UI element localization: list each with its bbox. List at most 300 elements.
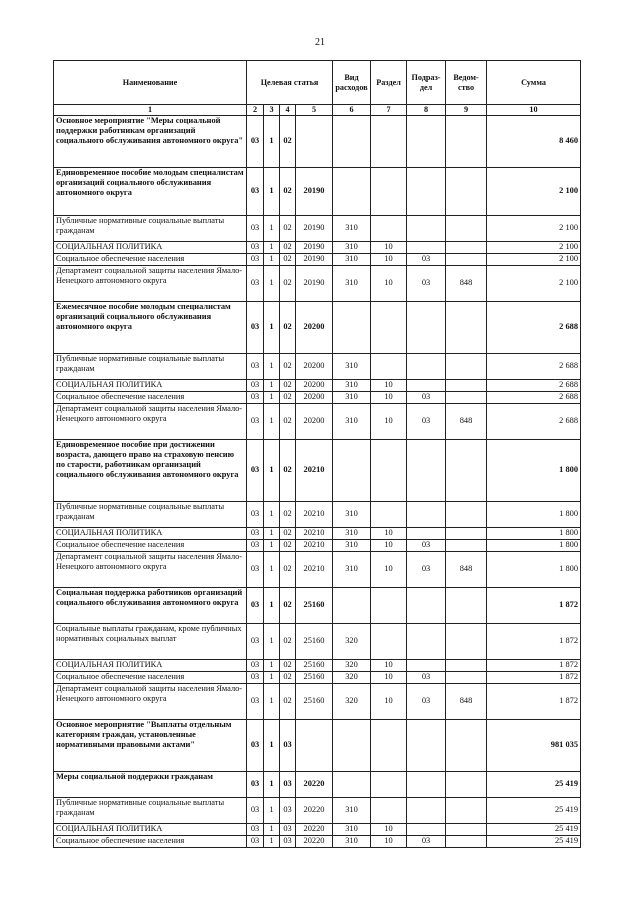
- row-sum: 1 800: [487, 528, 581, 540]
- row-code-direction: 25160: [296, 660, 333, 672]
- row-code-sub: 1: [264, 302, 280, 354]
- row-sum: 1 872: [487, 624, 581, 660]
- row-name: Социальное обеспечение населения: [54, 672, 247, 684]
- header-target: Целевая статья: [247, 61, 333, 105]
- row-code-direction: 20220: [296, 798, 333, 824]
- row-vid: [333, 302, 371, 354]
- row-code-direction: 20200: [296, 380, 333, 392]
- row-code-direction: 20190: [296, 168, 333, 216]
- row-vid: 310: [333, 266, 371, 302]
- row-podrazdel: 03: [407, 254, 446, 266]
- page-number: 21: [315, 37, 325, 48]
- row-vid: [333, 588, 371, 624]
- row-name: Департамент социальной защиты населения Ямало-Ненецкого автономного округа: [54, 266, 247, 302]
- row-code-direction: 20210: [296, 540, 333, 552]
- header-name: Наименование: [54, 61, 247, 105]
- row-code-event: 03: [280, 824, 296, 836]
- row-name: Основное мероприятие "Меры социальной поддержки работникам организаций социального обслуживания автономного округа": [54, 116, 247, 168]
- row-vid: 310: [333, 502, 371, 528]
- row-vid: 310: [333, 824, 371, 836]
- row-code-program: 03: [247, 216, 264, 242]
- row-sum: 2 100: [487, 254, 581, 266]
- row-sum: 1 800: [487, 440, 581, 502]
- row-code-program: 03: [247, 254, 264, 266]
- row-razdel: 10: [371, 242, 407, 254]
- row-sum: 25 419: [487, 798, 581, 824]
- row-vedomstvo: [446, 168, 487, 216]
- row-name: Социальное обеспечение населения: [54, 836, 247, 848]
- row-vedomstvo: 848: [446, 552, 487, 588]
- col-num: 2: [247, 105, 264, 116]
- table-row: [54, 798, 581, 824]
- row-razdel: 10: [371, 672, 407, 684]
- row-code-event: 02: [280, 168, 296, 216]
- row-vid: [333, 772, 371, 798]
- row-code-sub: 1: [264, 798, 280, 824]
- table-row: [54, 380, 581, 392]
- row-name: Социальное обеспечение населения: [54, 392, 247, 404]
- row-code-sub: 1: [264, 216, 280, 242]
- row-code-sub: 1: [264, 684, 280, 720]
- row-code-program: 03: [247, 266, 264, 302]
- row-podrazdel: 03: [407, 684, 446, 720]
- table-row: [54, 242, 581, 254]
- row-razdel: 10: [371, 552, 407, 588]
- table-row: [54, 552, 581, 588]
- row-sum: 1 800: [487, 502, 581, 528]
- row-code-sub: 1: [264, 168, 280, 216]
- row-code-program: 03: [247, 720, 264, 772]
- row-sum: 1 800: [487, 552, 581, 588]
- row-sum: 25 419: [487, 836, 581, 848]
- row-code-direction: 25160: [296, 588, 333, 624]
- row-vid: 310: [333, 540, 371, 552]
- row-code-event: 02: [280, 588, 296, 624]
- table-row: [54, 588, 581, 624]
- row-name: Публичные нормативные социальные выплаты гражданам: [54, 216, 247, 242]
- row-podrazdel: [407, 720, 446, 772]
- table-row: [54, 168, 581, 216]
- table-row: [54, 266, 581, 302]
- row-code-program: 03: [247, 660, 264, 672]
- row-code-sub: 1: [264, 836, 280, 848]
- row-code-program: 03: [247, 242, 264, 254]
- row-razdel: 10: [371, 254, 407, 266]
- row-podrazdel: 03: [407, 266, 446, 302]
- row-razdel: [371, 354, 407, 380]
- row-sum: 1 872: [487, 660, 581, 672]
- row-code-program: 03: [247, 116, 264, 168]
- row-podrazdel: [407, 380, 446, 392]
- row-vedomstvo: [446, 824, 487, 836]
- row-podrazdel: [407, 824, 446, 836]
- row-code-direction: 20210: [296, 502, 333, 528]
- row-code-event: 03: [280, 836, 296, 848]
- table-row: [54, 836, 581, 848]
- table-header-row: [54, 61, 581, 105]
- row-code-direction: 20210: [296, 528, 333, 540]
- header-vedomstvo: Ведом-ство: [446, 61, 487, 105]
- row-code-direction: 20200: [296, 404, 333, 440]
- row-podrazdel: 03: [407, 540, 446, 552]
- row-podrazdel: [407, 216, 446, 242]
- row-code-event: 03: [280, 772, 296, 798]
- table-row: [54, 624, 581, 660]
- row-vedomstvo: [446, 440, 487, 502]
- row-vid: 310: [333, 552, 371, 588]
- row-name: Единовременное пособие при достижении возраста, дающего право на страховую пенсию по старости, работникам организаций социального обслуживания автономного округа: [54, 440, 247, 502]
- row-name: Публичные нормативные социальные выплаты гражданам: [54, 798, 247, 824]
- row-code-sub: 1: [264, 116, 280, 168]
- row-name: СОЦИАЛЬНАЯ ПОЛИТИКА: [54, 824, 247, 836]
- row-razdel: 10: [371, 684, 407, 720]
- row-code-sub: 1: [264, 502, 280, 528]
- row-razdel: [371, 624, 407, 660]
- table-row: [54, 302, 581, 354]
- row-code-program: 03: [247, 354, 264, 380]
- table-row: [54, 824, 581, 836]
- row-name: СОЦИАЛЬНАЯ ПОЛИТИКА: [54, 660, 247, 672]
- row-code-event: 02: [280, 540, 296, 552]
- row-code-program: 03: [247, 440, 264, 502]
- row-code-program: 03: [247, 684, 264, 720]
- row-sum: 1 872: [487, 672, 581, 684]
- row-vedomstvo: [446, 672, 487, 684]
- row-code-event: 02: [280, 684, 296, 720]
- row-vid: [333, 720, 371, 772]
- row-vedomstvo: [446, 116, 487, 168]
- row-sum: 8 460: [487, 116, 581, 168]
- col-num: 6: [333, 105, 371, 116]
- row-vid: 320: [333, 660, 371, 672]
- row-vedomstvo: [446, 772, 487, 798]
- row-razdel: 10: [371, 660, 407, 672]
- row-code-sub: 1: [264, 624, 280, 660]
- row-code-direction: 20200: [296, 302, 333, 354]
- row-vedomstvo: 848: [446, 684, 487, 720]
- row-podrazdel: [407, 502, 446, 528]
- row-razdel: 10: [371, 266, 407, 302]
- row-name: СОЦИАЛЬНАЯ ПОЛИТИКА: [54, 380, 247, 392]
- table-row: [54, 392, 581, 404]
- row-code-sub: 1: [264, 404, 280, 440]
- row-code-program: 03: [247, 624, 264, 660]
- header-razdel: Раздел: [371, 61, 407, 105]
- row-vid: 310: [333, 528, 371, 540]
- row-podrazdel: [407, 528, 446, 540]
- row-code-event: 03: [280, 798, 296, 824]
- row-sum: 2 688: [487, 302, 581, 354]
- row-name: Социальные выплаты гражданам, кроме публичных нормативных социальных выплат: [54, 624, 247, 660]
- col-num: 9: [446, 105, 487, 116]
- row-sum: 2 688: [487, 392, 581, 404]
- row-vedomstvo: [446, 216, 487, 242]
- row-vid: [333, 440, 371, 502]
- row-code-sub: 1: [264, 588, 280, 624]
- table-row: [54, 528, 581, 540]
- row-vid: 310: [333, 242, 371, 254]
- row-vid: 320: [333, 684, 371, 720]
- row-sum: 1 872: [487, 588, 581, 624]
- row-vid: 320: [333, 624, 371, 660]
- row-vid: 310: [333, 392, 371, 404]
- row-code-event: 02: [280, 254, 296, 266]
- row-podrazdel: [407, 116, 446, 168]
- row-sum: 2 100: [487, 216, 581, 242]
- row-code-direction: 20190: [296, 254, 333, 266]
- table-row: [54, 540, 581, 552]
- row-code-event: 02: [280, 392, 296, 404]
- row-code-event: 02: [280, 528, 296, 540]
- column-number-row: [54, 105, 581, 116]
- row-code-direction: 25160: [296, 672, 333, 684]
- row-vedomstvo: [446, 720, 487, 772]
- row-vid: 310: [333, 216, 371, 242]
- row-vedomstvo: [446, 540, 487, 552]
- row-code-event: 03: [280, 720, 296, 772]
- row-vid: 310: [333, 354, 371, 380]
- col-num: 5: [296, 105, 333, 116]
- row-razdel: 10: [371, 540, 407, 552]
- row-code-sub: 1: [264, 772, 280, 798]
- table-row: [54, 440, 581, 502]
- row-vedomstvo: [446, 798, 487, 824]
- table-row: [54, 772, 581, 798]
- row-razdel: [371, 440, 407, 502]
- row-name: СОЦИАЛЬНАЯ ПОЛИТИКА: [54, 242, 247, 254]
- row-code-direction: 20190: [296, 266, 333, 302]
- row-code-program: 03: [247, 502, 264, 528]
- row-code-sub: 1: [264, 254, 280, 266]
- row-razdel: 10: [371, 836, 407, 848]
- row-podrazdel: [407, 772, 446, 798]
- row-code-direction: 20220: [296, 836, 333, 848]
- row-razdel: [371, 798, 407, 824]
- row-code-sub: 1: [264, 528, 280, 540]
- row-code-event: 02: [280, 502, 296, 528]
- row-code-direction: 20200: [296, 354, 333, 380]
- row-podrazdel: [407, 588, 446, 624]
- row-code-sub: 1: [264, 242, 280, 254]
- row-podrazdel: [407, 242, 446, 254]
- row-razdel: 10: [371, 392, 407, 404]
- row-vid: 310: [333, 404, 371, 440]
- row-vedomstvo: [446, 380, 487, 392]
- col-num: 8: [407, 105, 446, 116]
- row-code-program: 03: [247, 380, 264, 392]
- row-podrazdel: 03: [407, 392, 446, 404]
- row-code-event: 02: [280, 552, 296, 588]
- row-razdel: [371, 216, 407, 242]
- row-razdel: 10: [371, 824, 407, 836]
- row-vid: 310: [333, 798, 371, 824]
- table-row: [54, 216, 581, 242]
- row-code-event: 02: [280, 302, 296, 354]
- row-name: Департамент социальной защиты населения Ямало-Ненецкого автономного округа: [54, 552, 247, 588]
- row-name: СОЦИАЛЬНАЯ ПОЛИТИКА: [54, 528, 247, 540]
- table-row: [54, 720, 581, 772]
- row-razdel: 10: [371, 404, 407, 440]
- col-num: 10: [487, 105, 581, 116]
- row-vedomstvo: 848: [446, 266, 487, 302]
- row-sum: 25 419: [487, 772, 581, 798]
- row-code-program: 03: [247, 528, 264, 540]
- row-podrazdel: [407, 660, 446, 672]
- row-code-event: 02: [280, 404, 296, 440]
- row-code-sub: 1: [264, 672, 280, 684]
- row-sum: 981 035: [487, 720, 581, 772]
- row-code-program: 03: [247, 404, 264, 440]
- row-vedomstvo: [446, 836, 487, 848]
- row-vedomstvo: 848: [446, 404, 487, 440]
- col-num: 1: [54, 105, 247, 116]
- row-code-program: 03: [247, 540, 264, 552]
- row-razdel: [371, 302, 407, 354]
- row-code-event: 02: [280, 266, 296, 302]
- row-code-direction: 20200: [296, 392, 333, 404]
- col-num: 4: [280, 105, 296, 116]
- row-razdel: [371, 168, 407, 216]
- table-body: [54, 116, 581, 848]
- row-name: Меры социальной поддержки гражданам: [54, 772, 247, 798]
- row-podrazdel: [407, 354, 446, 380]
- row-razdel: [371, 588, 407, 624]
- row-code-sub: 1: [264, 824, 280, 836]
- col-num: 3: [264, 105, 280, 116]
- row-code-event: 02: [280, 624, 296, 660]
- row-code-program: 03: [247, 824, 264, 836]
- row-vedomstvo: [446, 502, 487, 528]
- row-code-direction: 25160: [296, 684, 333, 720]
- row-code-event: 02: [280, 242, 296, 254]
- row-vid: 310: [333, 254, 371, 266]
- row-code-sub: 1: [264, 552, 280, 588]
- row-code-sub: 1: [264, 354, 280, 380]
- row-razdel: 10: [371, 528, 407, 540]
- row-podrazdel: [407, 168, 446, 216]
- table-row: [54, 660, 581, 672]
- row-name: Единовременное пособие молодым специалистам организаций социального обслуживания автономного округа: [54, 168, 247, 216]
- row-podrazdel: 03: [407, 672, 446, 684]
- table-row: [54, 116, 581, 168]
- row-code-event: 02: [280, 380, 296, 392]
- row-vedomstvo: [446, 242, 487, 254]
- row-code-program: 03: [247, 588, 264, 624]
- row-razdel: [371, 502, 407, 528]
- row-code-event: 02: [280, 440, 296, 502]
- row-name: Социальное обеспечение населения: [54, 254, 247, 266]
- row-code-program: 03: [247, 798, 264, 824]
- row-razdel: [371, 116, 407, 168]
- row-vedomstvo: [446, 528, 487, 540]
- row-vedomstvo: [446, 624, 487, 660]
- row-vid: 310: [333, 380, 371, 392]
- table-row: [54, 404, 581, 440]
- row-razdel: [371, 772, 407, 798]
- row-sum: 2 688: [487, 354, 581, 380]
- row-podrazdel: [407, 440, 446, 502]
- row-code-event: 02: [280, 216, 296, 242]
- row-code-sub: 1: [264, 380, 280, 392]
- row-code-program: 03: [247, 392, 264, 404]
- row-code-event: 02: [280, 116, 296, 168]
- row-sum: 2 688: [487, 380, 581, 392]
- row-code-direction: 20190: [296, 242, 333, 254]
- row-code-sub: 1: [264, 660, 280, 672]
- table-row: [54, 502, 581, 528]
- row-code-sub: 1: [264, 540, 280, 552]
- row-code-sub: 1: [264, 720, 280, 772]
- row-vedomstvo: [446, 660, 487, 672]
- row-code-program: 03: [247, 836, 264, 848]
- row-code-direction: [296, 116, 333, 168]
- row-sum: 2 100: [487, 168, 581, 216]
- row-code-direction: 20190: [296, 216, 333, 242]
- row-code-direction: 20220: [296, 772, 333, 798]
- row-vedomstvo: [446, 392, 487, 404]
- table-row: [54, 684, 581, 720]
- row-sum: 1 800: [487, 540, 581, 552]
- row-podrazdel: 03: [407, 404, 446, 440]
- row-podrazdel: 03: [407, 836, 446, 848]
- row-name: Социальное обеспечение населения: [54, 540, 247, 552]
- row-sum: 2 100: [487, 242, 581, 254]
- row-sum: 2 100: [487, 266, 581, 302]
- row-code-program: 03: [247, 552, 264, 588]
- row-vid: 320: [333, 672, 371, 684]
- row-razdel: [371, 720, 407, 772]
- table-row: [54, 254, 581, 266]
- row-code-program: 03: [247, 672, 264, 684]
- row-code-event: 02: [280, 672, 296, 684]
- row-code-sub: 1: [264, 392, 280, 404]
- row-podrazdel: [407, 624, 446, 660]
- row-code-direction: 20210: [296, 440, 333, 502]
- table-row: [54, 354, 581, 380]
- row-code-direction: 25160: [296, 624, 333, 660]
- row-code-event: 02: [280, 354, 296, 380]
- row-vedomstvo: [446, 302, 487, 354]
- row-vedomstvo: [446, 254, 487, 266]
- row-vedomstvo: [446, 588, 487, 624]
- row-podrazdel: [407, 798, 446, 824]
- row-name: Социальная поддержка работников организаций социального обслуживания автономного округа: [54, 588, 247, 624]
- row-code-program: 03: [247, 302, 264, 354]
- header-vid: Вид расходов: [333, 61, 371, 105]
- row-code-sub: 1: [264, 440, 280, 502]
- row-code-direction: 20210: [296, 552, 333, 588]
- col-num: 7: [371, 105, 407, 116]
- row-name: Ежемесячное пособие молодым специалистам организаций социального обслуживания автономного округа: [54, 302, 247, 354]
- row-vid: 310: [333, 836, 371, 848]
- row-name: Публичные нормативные социальные выплаты гражданам: [54, 354, 247, 380]
- table-row: [54, 672, 581, 684]
- row-podrazdel: 03: [407, 552, 446, 588]
- row-code-direction: [296, 720, 333, 772]
- row-vid: [333, 168, 371, 216]
- row-sum: 1 872: [487, 684, 581, 720]
- row-sum: 25 419: [487, 824, 581, 836]
- row-code-program: 03: [247, 772, 264, 798]
- row-code-program: 03: [247, 168, 264, 216]
- row-code-sub: 1: [264, 266, 280, 302]
- row-code-event: 02: [280, 660, 296, 672]
- row-name: Департамент социальной защиты населения Ямало-Ненецкого автономного округа: [54, 404, 247, 440]
- row-vid: [333, 116, 371, 168]
- row-name: Департамент социальной защиты населения Ямало-Ненецкого автономного округа: [54, 684, 247, 720]
- header-podrazdel: Подраз-дел: [407, 61, 446, 105]
- row-code-direction: 20220: [296, 824, 333, 836]
